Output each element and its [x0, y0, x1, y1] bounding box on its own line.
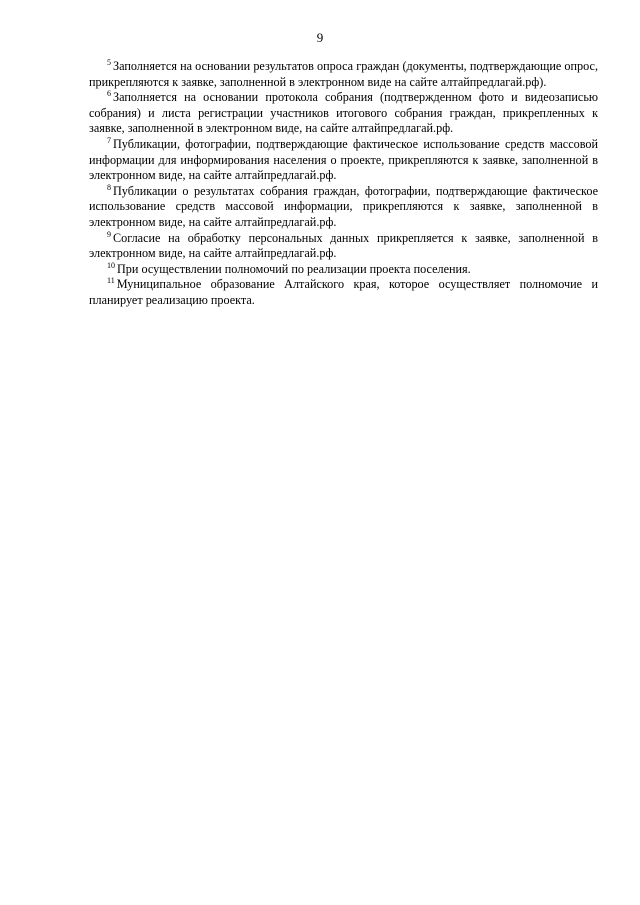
footnote-10	[89, 262, 598, 278]
footnote-text: Публикации о результатах собрания граждан, фотографии, подтверждающие фактическое использование средств массовой информации, прикрепляются к заявке, заполненной в электронном виде, на сайте алтайпредлагай.рф.	[89, 183, 598, 229]
footnote-text: Согласие на обработку персональных данных прикрепляется к заявке, заполненной в электронном виде, на сайте алтайпредлагай.рф.	[89, 230, 598, 261]
footnote-text: Заполняется на основании протокола собрания (подтвержденном фото и видеозаписью собрания) и листа регистрации участников итогового собрания граждан, прикрепленных к заявке, заполненной в электронном виде, на сайте алтайпредлагай.рф.	[89, 90, 598, 136]
footnote-marker: 10	[107, 260, 115, 270]
footnote-6	[89, 90, 598, 137]
footnote-5	[89, 59, 598, 90]
page-number: 9	[316, 30, 324, 45]
footnote-text: При осуществлении полномочий по реализации проекта поселения.	[117, 261, 471, 276]
footnote-marker: 11	[107, 276, 115, 286]
footnote-7	[89, 137, 598, 184]
footnote-11	[89, 277, 598, 308]
footnote-marker: 5	[107, 58, 111, 67]
footnote-marker: 6	[107, 89, 111, 99]
footnotes-section	[89, 59, 598, 309]
footnote-marker: 8	[107, 182, 111, 192]
footnote-text: Заполняется на основании результатов опроса граждан (документы, подтверждающие опрос, прикрепляются к заявке, заполненной в электронном виде на сайте алтайпредлагай.рф).	[89, 59, 598, 89]
footnote-marker: 9	[107, 229, 111, 239]
footnote-8	[89, 184, 598, 231]
footnote-9	[89, 231, 598, 262]
footnote-text: Муниципальное образование Алтайского края, которое осуществляет полномочие и планирует реализацию проекта.	[89, 277, 598, 307]
footnote-text: Публикации, фотографии, подтверждающие фактическое использование средств массовой информации для информирования населения о проекте, прикрепляются к заявке, заполненной в электронном виде, на сайте алтайпредлагай.рф.	[89, 136, 598, 183]
footnote-marker: 7	[107, 135, 111, 145]
